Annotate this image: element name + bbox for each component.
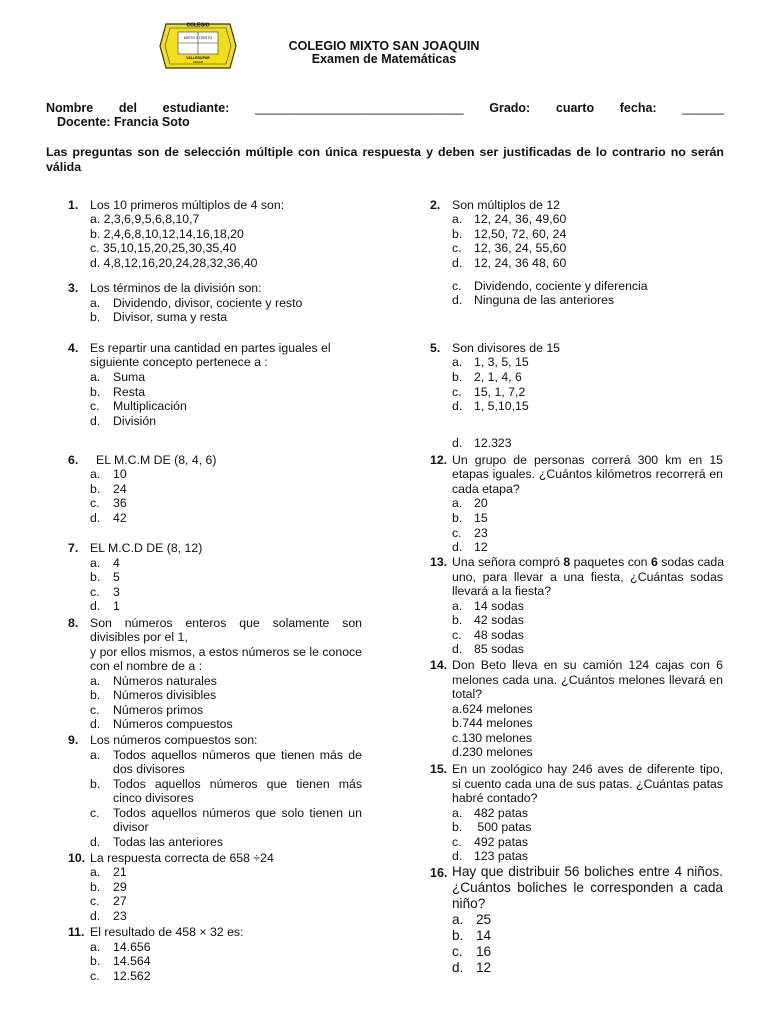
q5-letter-b: b. bbox=[452, 370, 463, 384]
q9-option-c-line2[interactable]: divisor bbox=[113, 820, 149, 834]
q16-letter-b: b. bbox=[452, 928, 464, 943]
q15-option-a[interactable]: 482 patas bbox=[474, 806, 529, 820]
q8-letter-b: b. bbox=[90, 688, 101, 702]
q12-option-b[interactable]: 15 bbox=[474, 511, 488, 525]
q9-option-b-line1[interactable]: Todos aquellos números que tienen más bbox=[113, 777, 362, 791]
q8-letter-c: c. bbox=[90, 703, 100, 717]
q12-option-a[interactable]: 20 bbox=[474, 496, 488, 510]
q13-option-c[interactable]: 48 sodas bbox=[474, 628, 524, 642]
q4-text-line2: siguiente concepto pertenece a : bbox=[90, 355, 268, 369]
name-label-word2: del bbox=[118, 101, 137, 115]
q9-text: Los números compuestos son: bbox=[90, 733, 258, 747]
q9-letter-b: b. bbox=[90, 777, 101, 791]
q14-number: 14. bbox=[430, 658, 448, 672]
q11-text: El resultado de 458 × 32 es: bbox=[90, 925, 244, 939]
q16-option-a[interactable]: 25 bbox=[476, 912, 492, 927]
q16-letter-d: d. bbox=[452, 960, 464, 975]
q5-text: Son divisores de 15 bbox=[452, 341, 561, 355]
q3-letter-a: a. bbox=[90, 296, 101, 310]
school-name: COLEGIO MIXTO SAN JOAQUIN bbox=[288, 39, 480, 53]
q9-option-a-line2[interactable]: dos divisores bbox=[113, 762, 185, 776]
q13-number: 13. bbox=[430, 555, 448, 569]
q9-option-d[interactable]: Todas las anteriores bbox=[113, 835, 224, 849]
q10-text: La respuesta correcta de 658 ÷24 bbox=[90, 851, 274, 865]
q8-letter-a: a. bbox=[90, 674, 101, 688]
q15-option-b[interactable]: 500 patas bbox=[474, 820, 532, 834]
q6-option-d[interactable]: 42 bbox=[113, 511, 127, 525]
q13-text-line2: uno, para llevar a una fiesta, ¿Cuántas sodas bbox=[452, 570, 723, 584]
q13-text-a: Una señora compró bbox=[452, 555, 564, 569]
q15-option-d[interactable]: 123 patas bbox=[474, 849, 529, 863]
q3-letter-b: b. bbox=[90, 310, 101, 324]
q2-option-d[interactable]: 12, 24, 36 48, 60 bbox=[474, 256, 567, 270]
extra-letter-d: d. bbox=[452, 436, 463, 450]
q3-text: Los términos de la división son: bbox=[90, 281, 262, 295]
q12-text-line1: Un grupo de personas correrá 300 km en 15 bbox=[452, 453, 723, 467]
q1-option-b[interactable]: b. 2,4,6,8,10,12,14,16,18,20 bbox=[90, 227, 244, 241]
q3-number: 3. bbox=[68, 281, 79, 295]
q11-letter-b: b. bbox=[90, 954, 101, 968]
q4-text-line1: Es repartir una cantidad en partes iguales el bbox=[90, 341, 331, 355]
q10-number: 10. bbox=[68, 851, 86, 865]
q13-num-8: 8 bbox=[563, 555, 571, 569]
q6-option-b[interactable]: 24 bbox=[113, 482, 127, 496]
q3-letter-c: c. bbox=[452, 279, 462, 293]
q15-letter-d: d. bbox=[452, 849, 463, 863]
q12-letter-d: d. bbox=[452, 540, 463, 554]
extra-option-d[interactable]: 12.323 bbox=[474, 436, 512, 450]
q5-number: 5. bbox=[430, 341, 441, 355]
q13-option-d[interactable]: 85 sodas bbox=[474, 642, 524, 656]
q10-option-d[interactable]: 23 bbox=[113, 909, 127, 923]
q5-option-d[interactable]: 1, 5,10,15 bbox=[474, 399, 529, 413]
q11-option-a[interactable]: 14.656 bbox=[113, 940, 151, 954]
q2-letter-b: b. bbox=[452, 227, 463, 241]
q14-text-line3: total? bbox=[452, 687, 483, 701]
q5-option-b[interactable]: 2, 1, 4, 6 bbox=[474, 370, 522, 384]
q14-option-c[interactable]: c.130 melones bbox=[452, 731, 532, 745]
q16-text-line3: niño? bbox=[452, 896, 486, 911]
q13-letter-d: d. bbox=[452, 642, 463, 656]
q2-option-b[interactable]: 12,50, 72, 60, 24 bbox=[474, 227, 567, 241]
q15-text-line2: si cuento cada una de sus patas. ¿Cuántas patas bbox=[452, 777, 723, 791]
grade-label: Grado: bbox=[489, 101, 531, 115]
q8-option-d[interactable]: Números compuestos bbox=[113, 717, 233, 731]
q8-number: 8. bbox=[68, 616, 79, 630]
q12-text-line2: etapas iguales. ¿Cuántos kilómetros recorrerá en bbox=[452, 467, 723, 481]
q9-letter-d: d. bbox=[90, 835, 101, 849]
q12-letter-c: c. bbox=[452, 526, 462, 540]
q14-option-b[interactable]: b.744 melones bbox=[452, 716, 533, 730]
q16-number: 16. bbox=[430, 866, 448, 880]
q4-option-c[interactable]: Multiplicación bbox=[113, 399, 187, 413]
q13-letter-b: b. bbox=[452, 613, 463, 627]
q14-text-line2: melones cada una. ¿Cuántos melones llevará en bbox=[452, 673, 723, 687]
q7-option-c[interactable]: 3 bbox=[113, 585, 120, 599]
q3-option-b[interactable]: Divisor, suma y resta bbox=[113, 310, 228, 324]
q1-option-c[interactable]: c. 35,10,15,20,25,30,35,40 bbox=[90, 241, 237, 255]
student-info-row bbox=[46, 101, 724, 115]
q13-letter-a: a. bbox=[452, 599, 463, 613]
q9-letter-a: a. bbox=[90, 748, 101, 762]
q6-letter-d: d. bbox=[90, 511, 101, 525]
q14-option-d[interactable]: d.230 melones bbox=[452, 745, 533, 759]
q15-text-line1: En un zoológico hay 246 aves de diferente tipo, bbox=[452, 762, 723, 776]
q13-option-b[interactable]: 42 sodas bbox=[474, 613, 524, 627]
exam-title: Examen de Matemáticas bbox=[311, 52, 457, 66]
q3-option-c[interactable]: Dividendo, cociente y diferencia bbox=[474, 279, 648, 293]
q11-number: 11. bbox=[68, 925, 85, 939]
q7-letter-a: a. bbox=[90, 556, 101, 570]
q13-text-c: paquetes con bbox=[570, 555, 651, 569]
q7-option-b[interactable]: 5 bbox=[113, 570, 120, 584]
q15-letter-c: c. bbox=[452, 835, 462, 849]
q6-option-a[interactable]: 10 bbox=[113, 467, 127, 481]
q4-letter-b: b. bbox=[90, 385, 101, 399]
q4-letter-d: d. bbox=[90, 414, 101, 428]
name-label-word1: Nombre bbox=[46, 101, 94, 115]
q12-option-c[interactable]: 23 bbox=[474, 526, 488, 540]
q8-text-line3: y por ellos mismos, a estos números se le conoce bbox=[90, 645, 363, 659]
q2-option-c[interactable]: 12, 36, 24, 55,60 bbox=[474, 241, 567, 255]
teacher-name: Docente: Francia Soto bbox=[57, 115, 190, 129]
q9-letter-c: c. bbox=[90, 806, 100, 820]
q15-letter-a: a. bbox=[452, 806, 463, 820]
q10-letter-d: d. bbox=[90, 909, 101, 923]
q15-text-line3: habré contado? bbox=[452, 791, 538, 805]
q8-option-c[interactable]: Números primos bbox=[113, 703, 204, 717]
q12-option-d[interactable]: 12 bbox=[474, 540, 488, 554]
q13-text-line3: llevará a la fiesta? bbox=[452, 584, 552, 598]
q8-text-line2: divisibles por el 1, bbox=[90, 630, 188, 644]
date-blank[interactable]: ______ bbox=[682, 101, 724, 115]
q7-number: 7. bbox=[68, 541, 79, 555]
q13-text-line1 bbox=[452, 555, 723, 569]
q7-letter-c: c. bbox=[90, 585, 100, 599]
q13-letter-c: c. bbox=[452, 628, 462, 642]
q5-letter-d: d. bbox=[452, 399, 463, 413]
q1-text: Los 10 primeros múltiplos de 4 son: bbox=[90, 198, 285, 212]
q10-option-a[interactable]: 21 bbox=[113, 865, 127, 879]
q6-option-c[interactable]: 36 bbox=[113, 496, 127, 510]
q2-text: Son múltiplos de 12 bbox=[452, 198, 561, 212]
q9-option-c-line1[interactable]: Todos aquellos números que solo tienen un bbox=[113, 806, 362, 820]
q4-letter-c: c. bbox=[90, 399, 100, 413]
q1-number: 1. bbox=[68, 198, 79, 212]
q7-letter-d: d. bbox=[90, 599, 101, 613]
q3-letter-d: d. bbox=[452, 293, 463, 307]
q3-option-a[interactable]: Dividendo, divisor, cociente y resto bbox=[113, 296, 303, 310]
q6-letter-a: a. bbox=[90, 467, 101, 481]
q9-number: 9. bbox=[68, 733, 79, 747]
q13-text-e: sodas cada bbox=[657, 555, 725, 569]
q2-letter-a: a. bbox=[452, 212, 463, 226]
q12-text-line3: cada etapa? bbox=[452, 482, 520, 496]
q10-letter-a: a. bbox=[90, 865, 101, 879]
q7-option-a[interactable]: 4 bbox=[113, 556, 120, 570]
q8-letter-d: d. bbox=[90, 717, 101, 731]
q12-letter-a: a. bbox=[452, 496, 463, 510]
q13-num-6: 6 bbox=[650, 555, 658, 569]
q2-letter-d: d. bbox=[452, 256, 463, 270]
q11-letter-a: a. bbox=[90, 940, 101, 954]
q8-option-b[interactable]: Números divisibles bbox=[113, 688, 217, 702]
name-blank[interactable]: ______________________________ bbox=[255, 101, 464, 115]
q5-option-c[interactable]: 15, 1, 7,2 bbox=[474, 385, 526, 399]
q7-letter-b: b. bbox=[90, 570, 101, 584]
q4-option-d[interactable]: División bbox=[113, 414, 157, 428]
grade-value: cuarto bbox=[555, 101, 595, 115]
q16-letter-c: c. bbox=[452, 944, 463, 959]
q16-option-c[interactable]: 16 bbox=[476, 944, 492, 959]
q10-option-c[interactable]: 27 bbox=[113, 894, 127, 908]
q14-option-a[interactable]: a.624 melones bbox=[452, 702, 533, 716]
q12-letter-b: b. bbox=[452, 511, 463, 525]
instructions: Las preguntas son de selección múltiple con única respuesta y deben ser justificadas de lo contrario no serán válida bbox=[46, 145, 724, 174]
q12-number: 12. bbox=[430, 453, 448, 467]
q6-letter-b: b. bbox=[90, 482, 101, 496]
svg-text:MIXTO Y CRISTO: MIXTO Y CRISTO bbox=[183, 36, 213, 40]
q13-option-a[interactable]: 14 sodas bbox=[474, 599, 524, 613]
q7-text: EL M.C.D DE (8, 12) bbox=[90, 541, 203, 555]
q15-letter-b: b. bbox=[452, 820, 463, 834]
svg-text:COLEGIO: COLEGIO bbox=[186, 22, 210, 29]
q1-option-d[interactable]: d. 4,8,12,16,20,24,28,32,36,40 bbox=[90, 256, 258, 270]
q2-letter-c: c. bbox=[452, 241, 462, 255]
q4-option-a[interactable]: Suma bbox=[113, 370, 146, 384]
q11-option-c[interactable]: 12.562 bbox=[113, 969, 151, 983]
q9-option-b-line2[interactable]: cinco divisores bbox=[113, 791, 194, 805]
q8-option-a[interactable]: Números naturales bbox=[113, 674, 217, 688]
q15-number: 15. bbox=[430, 762, 448, 776]
q16-option-b[interactable]: 14 bbox=[476, 928, 492, 943]
q11-option-b[interactable]: 14.564 bbox=[113, 954, 151, 968]
q8-text-line4: con el nombre de a : bbox=[90, 659, 203, 673]
name-label-word3: estudiante: bbox=[162, 101, 230, 115]
q16-text-line2: ¿Cuántos boliches le corresponden a cada bbox=[452, 880, 723, 895]
svg-text:CESAR: CESAR bbox=[192, 60, 204, 64]
q16-option-d[interactable]: 12 bbox=[476, 960, 492, 975]
q2-number: 2. bbox=[430, 198, 441, 212]
q16-letter-a: a. bbox=[452, 912, 464, 927]
date-label: fecha: bbox=[619, 101, 657, 115]
q2-option-a[interactable]: 12, 24, 36, 49,60 bbox=[474, 212, 567, 226]
q9-option-a-line1[interactable]: Todos aquellos números que tienen más de bbox=[113, 748, 362, 762]
q11-letter-c: c. bbox=[90, 969, 100, 983]
q6-letter-c: c. bbox=[90, 496, 100, 510]
q10-letter-c: c. bbox=[90, 894, 100, 908]
q16-text-line1: Hay que distribuir 56 boliches entre 4 niños. bbox=[452, 864, 723, 879]
q8-text-line1: Son números enteros que solamente son bbox=[90, 616, 362, 630]
q10-letter-b: b. bbox=[90, 880, 101, 894]
svg-text:VALLEDUPAR: VALLEDUPAR bbox=[186, 56, 210, 60]
q10-option-b[interactable]: 29 bbox=[113, 880, 127, 894]
q5-letter-c: c. bbox=[452, 385, 462, 399]
q7-option-d[interactable]: 1 bbox=[113, 599, 120, 613]
q6-text: EL M.C.M DE (8, 4, 6) bbox=[96, 453, 217, 467]
q1-option-a[interactable]: a. 2,3,6,9,5,6,8,10,7 bbox=[90, 212, 200, 226]
q6-number: 6. bbox=[68, 453, 79, 467]
q4-letter-a: a. bbox=[90, 370, 101, 384]
q4-option-b[interactable]: Resta bbox=[113, 385, 146, 399]
q5-option-a[interactable]: 1, 3, 5, 15 bbox=[474, 355, 529, 369]
q5-letter-a: a. bbox=[452, 355, 463, 369]
q4-number: 4. bbox=[68, 341, 79, 355]
q15-option-c[interactable]: 492 patas bbox=[474, 835, 529, 849]
q3-option-d[interactable]: Ninguna de las anteriores bbox=[474, 293, 615, 307]
q14-text-line1: Don Beto lleva en su camión 124 cajas con 6 bbox=[452, 658, 723, 672]
